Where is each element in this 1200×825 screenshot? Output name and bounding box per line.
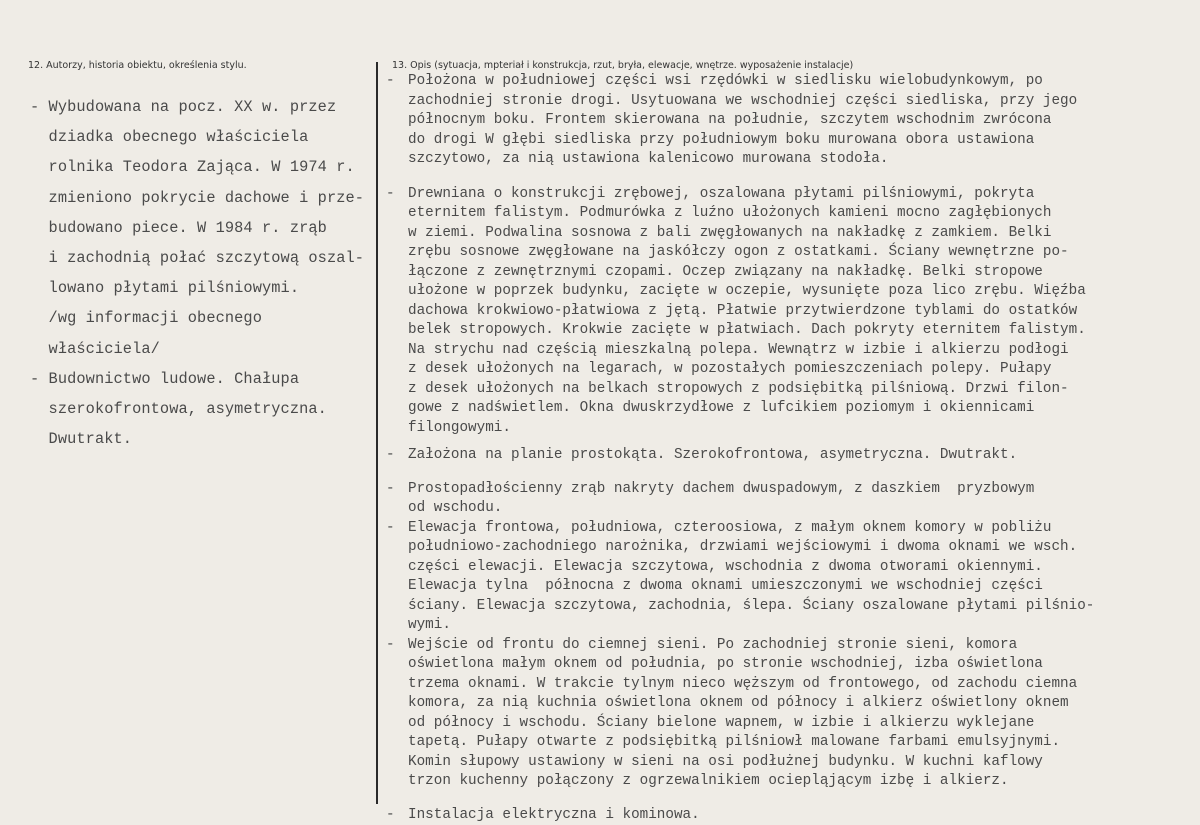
history-line: szerokofrontowa, asymetryczna. — [30, 394, 382, 424]
description-line: w ziemi. Podwalina sosnowa z bali zwęgłowanych na nakładkę z zamkiem. Belki — [408, 224, 1196, 244]
description-line: eternitem falistym. Podmurówka z luźno ułożonych kamieni mocno zagłębionych — [408, 204, 1196, 224]
description-line: z desek ułożonych na belkach stropowych z podsiębitką pilśniową. Drzwi filon- — [408, 380, 1196, 400]
description-line: dachowa krokwiowo-płatwiowa z jętą. Płatwie przytwierdzone tyblami do ostatków — [408, 302, 1196, 322]
description-line: zrębu sosnowe zwęgłowane na jaskółczy ogon z ostatkami. Ściany wewnętrzne po- — [408, 243, 1196, 263]
description-line: filongowymi. — [408, 419, 1196, 439]
description-entry — [386, 72, 1196, 170]
description-line: Drewniana o konstrukcji zrębowej, oszalowana płytami pilśniowymi, pokryta — [408, 185, 1196, 205]
description-line: łączone z zewnętrznymi czopami. Oczep związany na nakładkę. Belki stropowe — [408, 263, 1196, 283]
section-12-header: 12. Autorzy, historia obiektu, określenia stylu. — [28, 60, 247, 71]
entry-dash: - — [386, 446, 395, 466]
description-line: Na strychu nad częścią mieszkalną polepa. Wewnątrz w izbie i alkierzu podłogi — [408, 341, 1196, 361]
description-line: gowe z nadświetlem. Okna dwuskrzydłowe z lufcikiem poziomym i okiennicami — [408, 399, 1196, 419]
description-line: komora, za nią kuchnia oświetlona oknem od północy i alkierz oświetlony oknem — [408, 694, 1196, 714]
history-line: zmieniono pokrycie dachowe i prze- — [30, 183, 382, 213]
description-line: do drogi W głębi siedliska przy południowym boku murowana obora ustawiona — [408, 131, 1196, 151]
entry-dash: - — [386, 806, 395, 825]
entry-dash: - — [386, 519, 395, 539]
description-entry — [386, 806, 1196, 825]
description-line: z desek ułożonych na legarach, w pozostałych pomieszczeniach polepy. Pułapy — [408, 360, 1196, 380]
description-entry — [386, 519, 1196, 636]
description-line: trzon kuchenny połączony z ogrzewalnikiem ociepląjącym izbę i alkierz. — [408, 772, 1196, 792]
entry-dash: - — [386, 185, 395, 205]
history-line: Dwutrakt. — [30, 424, 382, 454]
history-line: i zachodnią połać szczytową oszal- — [30, 243, 382, 273]
description-line: Elewacja frontowa, południowa, czteroosiowa, z małym oknem komory w pobliżu — [408, 519, 1196, 539]
description-line: ułożone w poprzek budynku, zacięte w oczepie, wysunięte poza lico zrębu. Więźba — [408, 282, 1196, 302]
description-line: Prostopadłościenny zrąb nakryty dachem dwuspadowym, z daszkiem pryzbowym — [408, 480, 1196, 500]
description-entry — [386, 446, 1196, 466]
history-line: lowano płytami pilśniowymi. — [30, 273, 382, 303]
description-line: Wejście od frontu do ciemnej sieni. Po zachodniej stronie sieni, komora — [408, 636, 1196, 656]
description-line: tapetą. Pułapy otwarte z podsiębitką pilśniowł malowane farbami emulsyjnymi. — [408, 733, 1196, 753]
history-line: - Budownictwo ludowe. Chałupa — [30, 364, 382, 394]
description-line: belek stropowych. Krokwie zacięte w płatwiach. Dach pokryty eternitem falistym. — [408, 321, 1196, 341]
description-line: Komin słupowy ustawiony w sieni na osi podłużnej budynku. W kuchni kaflowy — [408, 753, 1196, 773]
description-line: Położona w południowej części wsi rzędówki w siedlisku wielobudynkowym, po — [408, 72, 1196, 92]
description-line: wymi. — [408, 616, 1196, 636]
description-line: Założona na planie prostokąta. Szerokofrontowa, asymetryczna. Dwutrakt. — [408, 446, 1196, 466]
entry-dash: - — [386, 636, 395, 656]
description-line: Instalacja elektryczna i kominowa. — [408, 806, 1196, 825]
description-column — [386, 72, 1196, 825]
description-line: od północy i wschodu. Ściany bielone wapnem, w izbie i alkierzu wyklejane — [408, 714, 1196, 734]
description-line: Elewacja tylna północna z dwoma oknami umieszczonymi we wschodniej części — [408, 577, 1196, 597]
description-line: zachodniej stronie drogi. Usytuowana we wschodniej części siedliska, przy jego — [408, 92, 1196, 112]
description-entry — [386, 480, 1196, 519]
description-line: południowo-zachodniego narożnika, drzwiami wejściowymi i dwoma oknami we wsch. — [408, 538, 1196, 558]
history-line: rolnika Teodora Zająca. W 1974 r. — [30, 152, 382, 182]
history-line: /wg informacji obecnego — [30, 303, 382, 333]
description-line: od wschodu. — [408, 499, 1196, 519]
history-line: dziadka obecnego właściciela — [30, 122, 382, 152]
description-line: oświetlona małym oknem od południa, po stronie wschodniej, izba oświetlona — [408, 655, 1196, 675]
description-line: części elewacji. Elewacja szczytowa, wschodnia z dwoma otworami okiennymi. — [408, 558, 1196, 578]
entry-dash: - — [386, 480, 395, 500]
history-line: - Wybudowana na pocz. XX w. przez — [30, 92, 382, 122]
section-13-header: 13. Opis (sytuacja, mpteriał i konstrukcja, rzut, bryła, elewacje, wnętrze. wyposażenie instalacje) — [392, 60, 853, 71]
entry-dash: - — [386, 72, 395, 92]
description-line: trzema oknami. W trakcie tylnym nieco węższym od frontowego, od zachodu ciemna — [408, 675, 1196, 695]
description-line: ściany. Elewacja szczytowa, zachodnia, ślepa. Ściany oszalowane płytami pilśnio- — [408, 597, 1196, 617]
description-entry — [386, 636, 1196, 792]
description-entry — [386, 185, 1196, 439]
description-line: szczytowo, za nią ustawiona kalenicowo murowana stodoła. — [408, 150, 1196, 170]
history-column — [30, 92, 382, 454]
history-line: właściciela/ — [30, 334, 382, 364]
description-line: północnym boku. Frontem skierowana na południe, szczytem wschodnim zwrócona — [408, 111, 1196, 131]
history-line: budowano piece. W 1984 r. zrąb — [30, 213, 382, 243]
